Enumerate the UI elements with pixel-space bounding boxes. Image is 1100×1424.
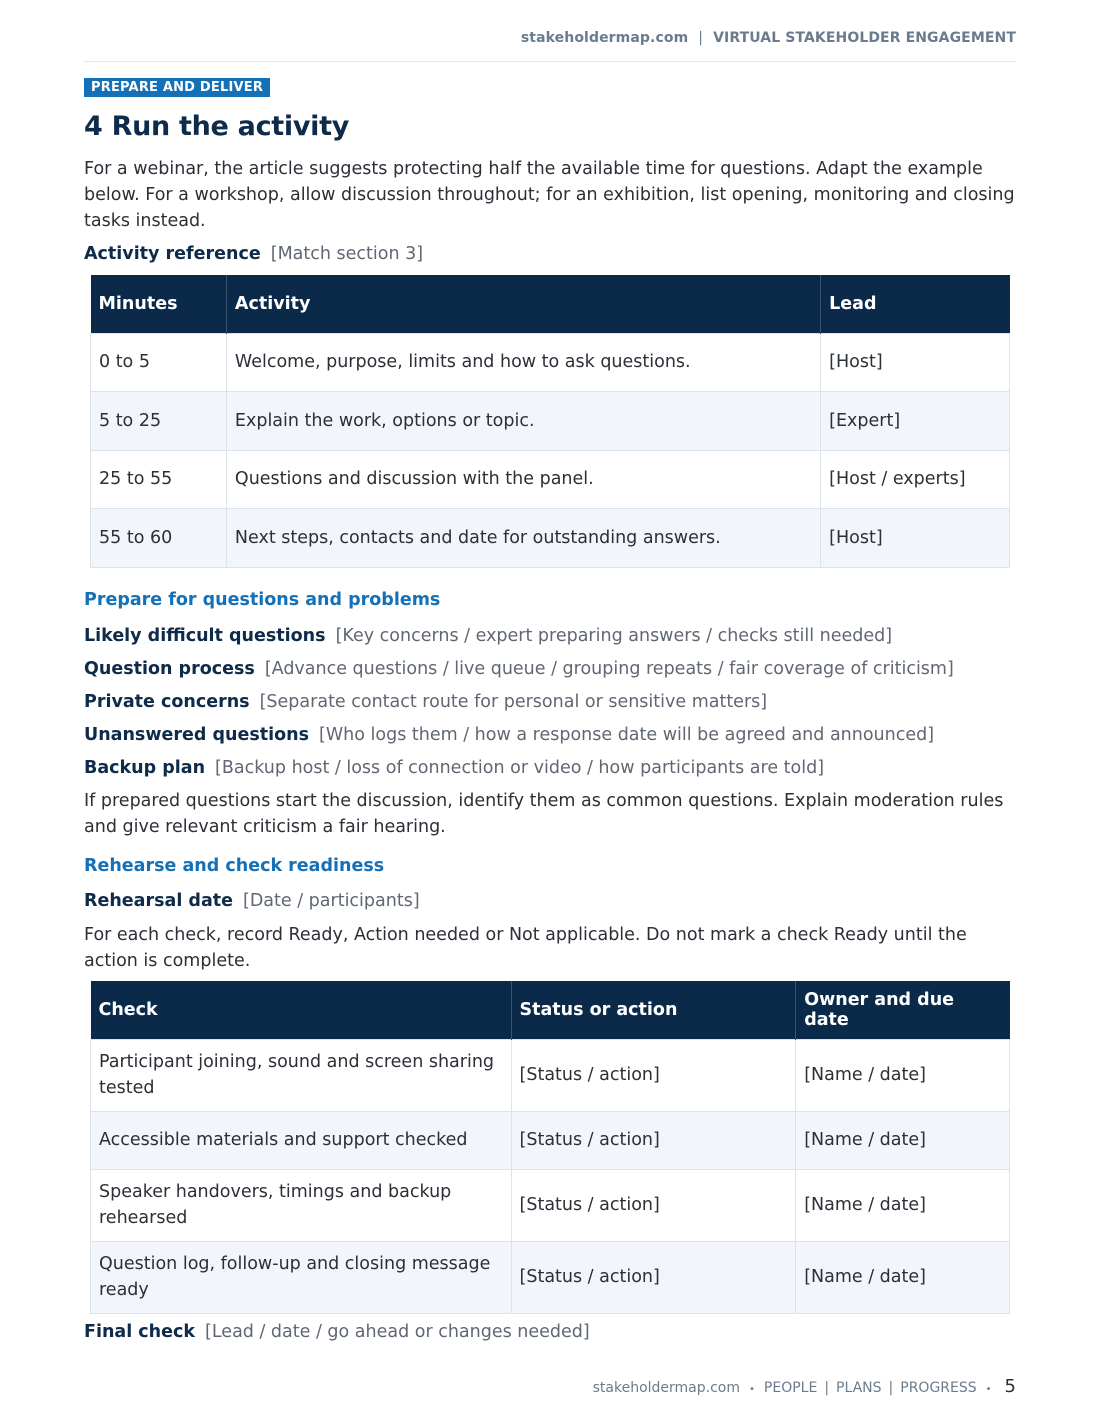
table-cell: Next steps, contacts and date for outstanding answers. [226, 508, 820, 567]
field-label: Rehearsal date [84, 891, 233, 911]
page-footer [593, 1376, 1016, 1397]
questions-note: If prepared questions start the discussion, identify them as common questions. Explain moderation rules and give relevant criticism a fair hearing. [84, 791, 1004, 837]
table-row [91, 333, 1010, 391]
backup-plan-field [84, 755, 1016, 781]
table-row [91, 1169, 1010, 1241]
field-label: Final check [84, 1322, 196, 1342]
table-header-row [91, 275, 1010, 333]
section-tag: PREPARE AND DELIVER [84, 78, 270, 97]
table-cell: [Host] [821, 333, 1010, 391]
table-cell: Welcome, purpose, limits and how to ask questions. [226, 333, 820, 391]
field-placeholder: [Backup host / loss of connection or video / how participants are told] [215, 758, 825, 778]
table-row [91, 1111, 1010, 1169]
field-placeholder: [Lead / date / go ahead or changes needed] [205, 1322, 590, 1342]
footer-dot: • [985, 1384, 992, 1395]
footer-item: PROGRESS [900, 1380, 977, 1396]
table-cell: Question log, follow-up and closing message ready [91, 1241, 512, 1313]
header-section: VIRTUAL STAKEHOLDER ENGAGEMENT [713, 30, 1016, 46]
column-header: Activity [226, 275, 820, 333]
column-header: Owner and due date [796, 981, 1010, 1039]
activity-reference-field [84, 241, 1016, 267]
difficult-questions-field [84, 623, 1016, 649]
field-label: Private concerns [84, 692, 250, 712]
table-cell: [Status / action] [511, 1039, 796, 1111]
table-cell: [Status / action] [511, 1169, 796, 1241]
table-row [91, 391, 1010, 450]
agenda-table [90, 275, 1010, 568]
table-cell: [Status / action] [511, 1111, 796, 1169]
table-row [91, 508, 1010, 567]
table-cell: Accessible materials and support checked [91, 1111, 512, 1169]
footer-item: PEOPLE [763, 1380, 818, 1396]
column-header: Lead [821, 275, 1010, 333]
table-cell: [Expert] [821, 391, 1010, 450]
page-title: 4 Run the activity [84, 111, 350, 142]
table-row [91, 1241, 1010, 1313]
table-cell: Questions and discussion with the panel. [226, 450, 820, 508]
table-cell: Explain the work, options or topic. [226, 391, 820, 450]
table-cell: Participant joining, sound and screen sharing tested [91, 1039, 512, 1111]
column-header: Status or action [511, 981, 796, 1039]
check-table [90, 981, 1010, 1314]
field-label: Activity reference [84, 244, 261, 264]
table-cell: [Name / date] [796, 1039, 1010, 1111]
table-cell: [Name / date] [796, 1169, 1010, 1241]
field-label: Likely difficult questions [84, 626, 326, 646]
questions-heading: Prepare for questions and problems [84, 590, 441, 610]
question-process-field [84, 656, 1016, 682]
table-cell: [Name / date] [796, 1111, 1010, 1169]
unanswered-questions-field [84, 722, 1016, 748]
footer-dot: • [749, 1384, 755, 1395]
page-number: 5 [1004, 1376, 1016, 1397]
table-cell: [Name / date] [796, 1241, 1010, 1313]
footer-item: PLANS [836, 1380, 882, 1396]
column-header: Minutes [91, 275, 227, 333]
table-cell: 25 to 55 [91, 450, 227, 508]
table-row [91, 1039, 1010, 1111]
footer-separator: | [824, 1380, 830, 1396]
header-site: stakeholdermap.com [520, 30, 689, 46]
field-placeholder: [Advance questions / live queue / grouping repeats / fair coverage of criticism] [264, 659, 954, 679]
private-concerns-field [84, 689, 1016, 715]
field-placeholder: [Key concerns / expert preparing answers / checks still needed] [335, 626, 893, 646]
rehearsal-date-field [84, 888, 1016, 914]
field-placeholder: [Who logs them / how a response date will be agreed and announced] [319, 725, 935, 745]
field-label: Question process [84, 659, 255, 679]
field-label: Backup plan [84, 758, 206, 778]
footer-separator: | [888, 1380, 894, 1396]
column-header: Check [91, 981, 512, 1039]
table-header-row [91, 981, 1010, 1039]
final-check-field [84, 1319, 1016, 1345]
table-cell: Speaker handovers, timings and backup rehearsed [91, 1169, 512, 1241]
rehearse-heading: Rehearse and check readiness [84, 856, 385, 876]
header-separator: | [698, 30, 704, 46]
footer-site: stakeholdermap.com [592, 1380, 740, 1396]
rehearse-note: For each check, record Ready, Action needed or Not applicable. Do not mark a check Ready until the action is complete. [84, 925, 967, 971]
field-placeholder: [Match section 3] [270, 244, 424, 264]
table-cell: [Host] [821, 508, 1010, 567]
page-header [84, 30, 1016, 62]
table-cell: [Host / experts] [821, 450, 1010, 508]
field-label: Unanswered questions [84, 725, 310, 745]
table-cell: 55 to 60 [91, 508, 227, 567]
table-cell: 5 to 25 [91, 391, 227, 450]
table-cell: 0 to 5 [91, 333, 227, 391]
field-placeholder: [Separate contact route for personal or sensitive matters] [259, 692, 768, 712]
table-cell: [Status / action] [511, 1241, 796, 1313]
table-row [91, 450, 1010, 508]
intro-paragraph: For a webinar, the article suggests protecting half the available time for questions. Adapt the example below. For a workshop, allow discussion throughout; for an exhibition, list opening, monitoring and closing tasks instead. [84, 159, 1015, 231]
field-placeholder: [Date / participants] [243, 891, 420, 911]
